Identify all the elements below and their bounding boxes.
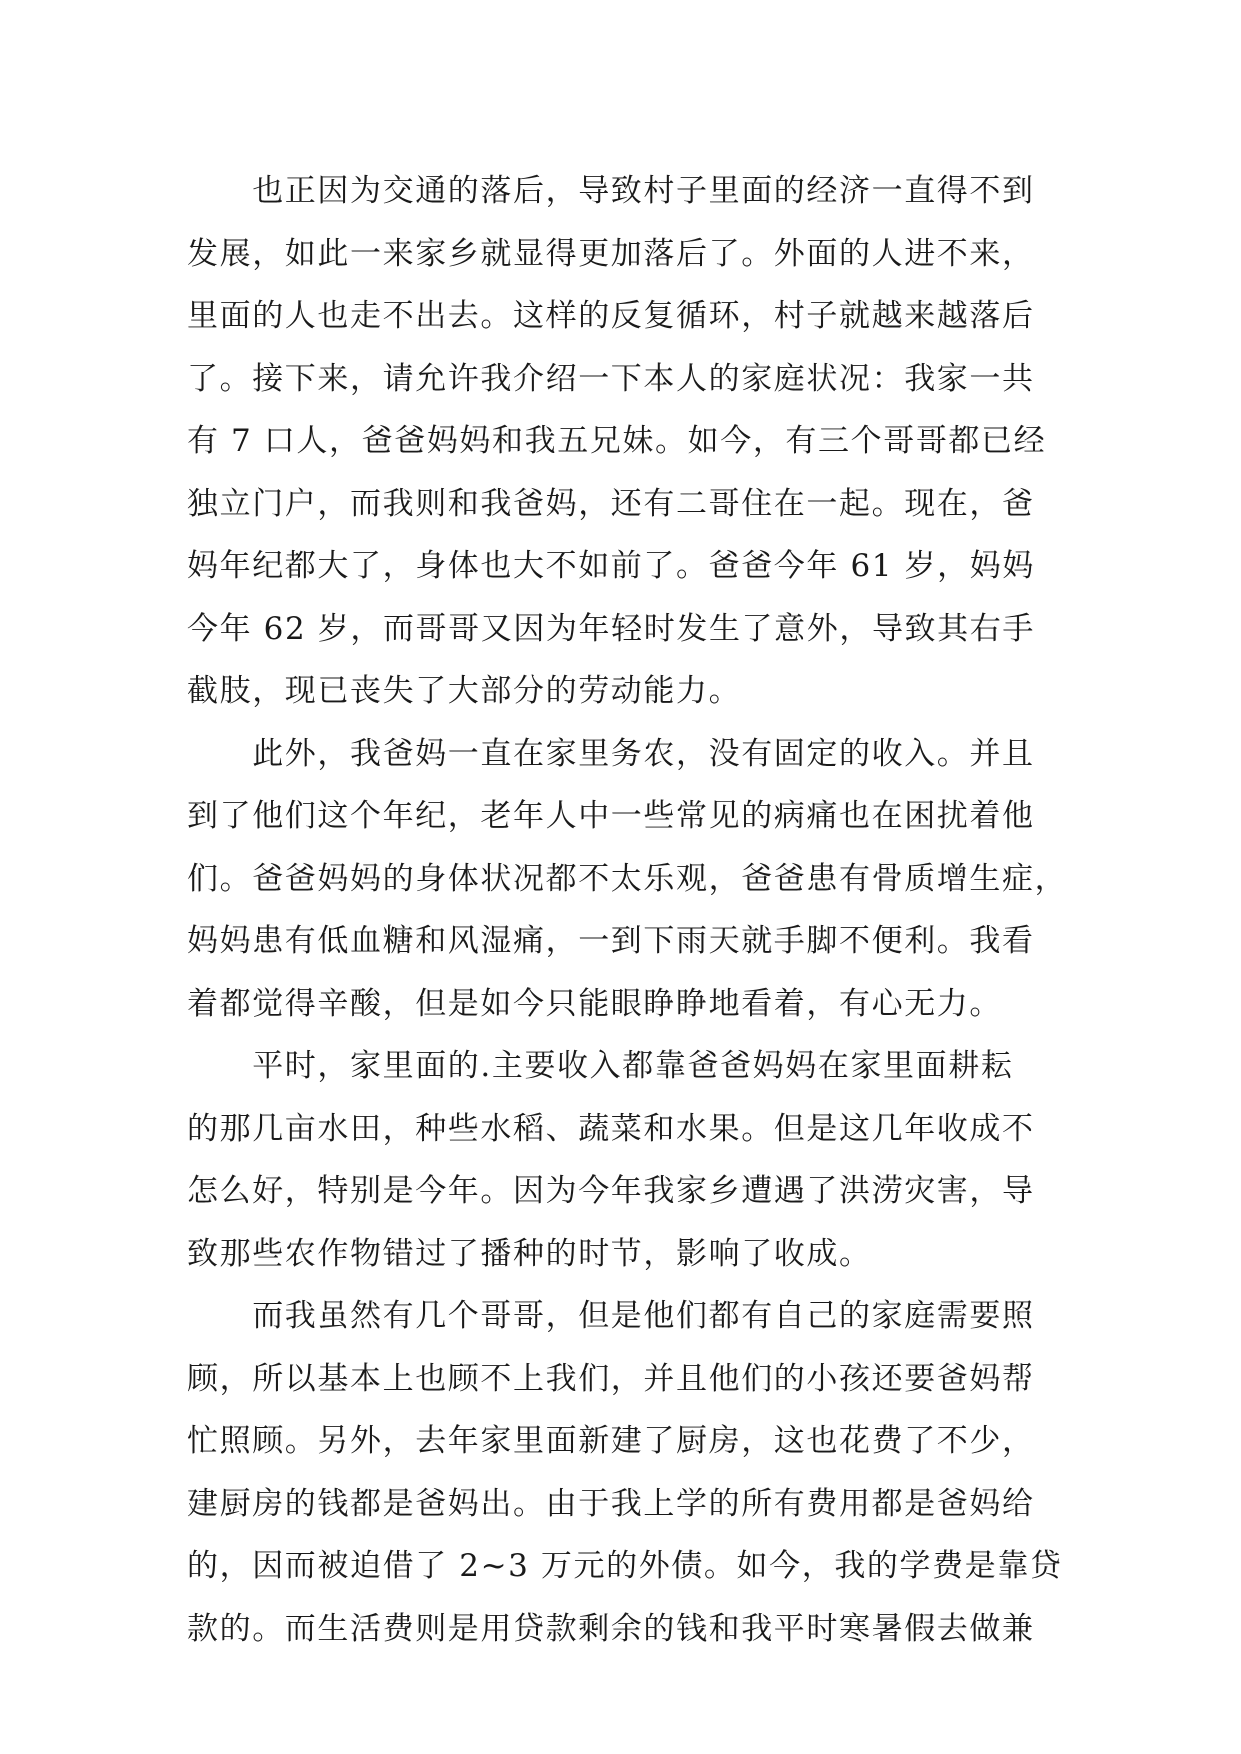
text-line: 妈年纪都大了，身体也大不如前了。爸爸今年 61 岁，妈妈 bbox=[187, 548, 1035, 584]
text-line: 建厨房的钱都是爸妈出。由于我上学的所有费用都是爸妈给 bbox=[187, 1485, 1035, 1522]
text-line: 妈妈患有低血糖和风湿痛，一到下雨天就手脚不便利。我看 bbox=[187, 923, 1035, 959]
text-line: 致那些农作物错过了播种的时节，影响了收成。 bbox=[187, 1235, 872, 1272]
text-line: 里面的人也走不出去。这样的反复循环，村子就越来越落后 bbox=[187, 298, 1035, 334]
text-line: 也正因为交通的落后，导致村子里面的经济一直得不到 bbox=[187, 173, 1035, 209]
text-line: 的，因而被迫借了 2~3 万元的外债。如今，我的学费是靠贷 bbox=[187, 1548, 1063, 1584]
text-line: 发展，如此一来家乡就显得更加落后了。外面的人进不来， bbox=[187, 235, 1035, 272]
text-line: 截肢，现已丧失了大部分的劳动能力。 bbox=[187, 673, 742, 709]
text-line: 着都觉得辛酸，但是如今只能眼睁睁地看着，有心无力。 bbox=[187, 985, 1002, 1022]
text-line: 独立门户，而我则和我爸妈，还有二哥住在一起。现在，爸 bbox=[187, 485, 1035, 522]
text-line: 忙照顾。另外，去年家里面新建了厨房，这也花费了不少， bbox=[187, 1423, 1035, 1459]
text-line: 今年 62 岁，而哥哥又因为年轻时发生了意外，导致其右手 bbox=[187, 610, 1035, 647]
text-line: 此外，我爸妈一直在家里务农，没有固定的收入。并且 bbox=[187, 735, 1035, 772]
text-line: 的那几亩水田，种些水稻、蔬菜和水果。但是这几年收成不 bbox=[187, 1110, 1035, 1147]
text-line: 而我虽然有几个哥哥，但是他们都有自己的家庭需要照 bbox=[187, 1298, 1035, 1334]
text-line: 怎么好，特别是今年。因为今年我家乡遭遇了洪涝灾害，导 bbox=[187, 1173, 1035, 1209]
text-line: 款的。而生活费则是用贷款剩余的钱和我平时寒暑假去做兼 bbox=[187, 1610, 1035, 1647]
text-line: 了。接下来，请允许我介绍一下本人的家庭状况：我家一共 bbox=[187, 360, 1035, 397]
document-body bbox=[187, 160, 1068, 1660]
text-line: 到了他们这个年纪，老年人中一些常见的病痛也在困扰着他 bbox=[187, 798, 1035, 834]
text-line: 们。爸爸妈妈的身体状况都不太乐观，爸爸患有骨质增生症， bbox=[187, 860, 1068, 897]
text-line: 平时，家里面的.主要收入都靠爸爸妈妈在家里面耕耘 bbox=[187, 1048, 1014, 1084]
text-line: 有 7 口人，爸爸妈妈和我五兄妹。如今，有三个哥哥都已经 bbox=[187, 423, 1047, 459]
text-line: 顾，所以基本上也顾不上我们，并且他们的小孩还要爸妈帮 bbox=[187, 1360, 1035, 1397]
